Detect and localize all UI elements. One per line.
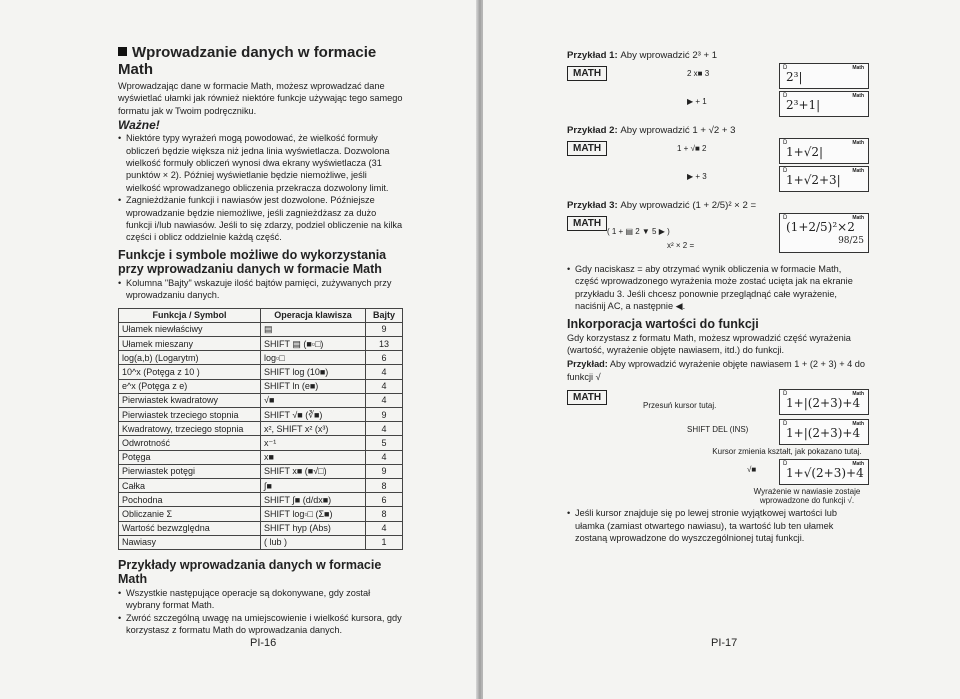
calculator-display [779, 91, 869, 117]
display-indicator: D [783, 421, 788, 428]
function-cell: Kwadratowy, trzeciego stopnia [119, 422, 261, 436]
table-row [119, 535, 403, 549]
key-operation-cell: SHIFT ln (e■) [261, 379, 366, 393]
square-bullet-icon [118, 47, 127, 56]
example-2-header [567, 125, 867, 136]
table-row [119, 408, 403, 422]
table-row [119, 507, 403, 521]
example-4-step-1 [567, 387, 867, 417]
display-expression: 1+√2+3| [786, 173, 841, 187]
calculator-display [779, 63, 869, 89]
bytes-cell: 4 [366, 450, 403, 464]
key-sequence: ( 1 + ▤ 2 ▼ 5 ▶ ) [607, 227, 670, 236]
bytes-cell: 4 [366, 521, 403, 535]
column-header: Bajty [366, 308, 403, 322]
example-label: Przykład 3: [567, 200, 618, 211]
section-paragraph: Gdy korzystasz z formatu Math, możesz wprowadzić część wyrażenia (wartość, wyrażenie objęte nawiasem, itd.) do funkcji. [567, 332, 851, 356]
key-operation-cell: x■ [261, 450, 366, 464]
examples-notes-list [118, 587, 403, 637]
calculator-display [779, 459, 869, 485]
bytes-cell: 8 [366, 478, 403, 492]
bytes-cell: 9 [366, 464, 403, 478]
function-cell: Pochodna [119, 493, 261, 507]
function-cell: Potęga [119, 450, 261, 464]
display-expression: 2³+1| [786, 98, 821, 112]
example-3-step-1 [567, 213, 867, 259]
table-row [119, 379, 403, 393]
key-operation-cell: SHIFT log▫□ (Σ■) [261, 507, 366, 521]
function-cell: Ułamek mieszany [119, 337, 261, 351]
table-row [119, 436, 403, 450]
display-indicator: Math [852, 461, 864, 468]
key-sequence: SHIFT DEL (INS) [687, 425, 749, 435]
note-list [567, 263, 867, 313]
function-cell: 10^x (Potęga z 10 ) [119, 365, 261, 379]
display-indicator: D [783, 93, 788, 99]
calculator-display [779, 389, 869, 415]
column-header: Funkcja / Symbol [119, 308, 261, 322]
display-indicator: Math [852, 391, 864, 398]
key-operation-cell: x⁻¹ [261, 436, 366, 450]
example-text: Aby wprowadzić 1 + √2 + 3 [620, 125, 736, 136]
bytes-cell: 9 [366, 322, 403, 336]
key-operation-cell: SHIFT x■ (■√□) [261, 464, 366, 478]
math-mode-label: MATH [567, 390, 607, 405]
bytes-cell: 13 [366, 337, 403, 351]
key-sequence: ▶ + 3 [687, 172, 707, 181]
bytes-cell: 5 [366, 436, 403, 450]
function-cell: log(a,b) (Logarytm) [119, 351, 261, 365]
functions-table [118, 308, 403, 550]
example-1-step-1 [567, 63, 867, 91]
page-number: PI-17 [711, 637, 738, 649]
example-2-step-1 [567, 138, 867, 166]
function-cell: Całka [119, 478, 261, 492]
example-2-step-2 [567, 166, 867, 194]
calculator-display [779, 213, 869, 253]
key-operation-cell: ∫■ [261, 478, 366, 492]
left-content [118, 44, 403, 637]
page-number: PI-16 [250, 637, 277, 649]
bytes-cell: 4 [366, 379, 403, 393]
display-expression: 1+|(2+3)+4 [786, 426, 861, 441]
math-mode-label: MATH [567, 216, 607, 231]
example-4-step-2 [567, 417, 867, 457]
bytes-cell: 1 [366, 535, 403, 549]
function-cell: Pierwiastek trzeciego stopnia [119, 408, 261, 422]
calculator-display [779, 138, 869, 164]
key-operation-cell: √■ [261, 393, 366, 407]
list-item: • Wszystkie następujące operacje są dokonywane, gdy został wybrany format Math. [118, 587, 403, 612]
left-page [0, 0, 479, 699]
display-indicator: Math [852, 215, 864, 221]
function-cell: Pierwiastek kwadratowy [119, 393, 261, 407]
calculator-display [779, 419, 869, 445]
bytes-cell: 4 [366, 365, 403, 379]
section-title-text: Wprowadzanie danych w formacie Math [118, 44, 377, 78]
intro-paragraph: Wprowadzając dane w formacie Math, możesz wprowadzać dane wyświetlać ułamki jak również niektóre funkcje używając tego samego formatu jak w Twoim podręczniku. [118, 81, 403, 116]
table-row [119, 493, 403, 507]
function-cell: Ułamek niewłaściwy [119, 322, 261, 336]
example-1-header [567, 50, 867, 61]
math-mode-label: MATH [567, 66, 607, 81]
key-operation-cell: x², SHIFT x² (x³) [261, 422, 366, 436]
math-mode-label: MATH [567, 141, 607, 156]
bytes-cell: 6 [366, 493, 403, 507]
example-3-header [567, 200, 867, 211]
step-caption: Wyrażenie w nawiasie zostaje wprowadzone do funkcji √. [753, 487, 861, 506]
key-operation-cell: SHIFT √■ (∛■) [261, 408, 366, 422]
table-row [119, 351, 403, 365]
function-cell: Pierwiastek potęgi [119, 464, 261, 478]
section-title [118, 44, 403, 78]
example-text: Aby wprowadzić 2³ + 1 [620, 50, 718, 61]
subsection-title: Inkorporacja wartości do funkcji [567, 316, 759, 331]
key-sequence: 1 + √■ 2 [677, 144, 707, 153]
display-indicator: D [783, 65, 788, 71]
table-row [119, 422, 403, 436]
important-label: Ważne! [118, 118, 160, 133]
key-operation-cell: log▫□ [261, 351, 366, 365]
display-expression: 1+√2| [786, 145, 824, 159]
bytes-cell: 4 [366, 422, 403, 436]
display-result: 98/25 [838, 236, 864, 246]
table-row [119, 393, 403, 407]
step-caption: Przesuń kursor tutaj. [643, 401, 717, 411]
function-cell: Wartość bezwzględna [119, 521, 261, 535]
example-4-step-3 [567, 457, 867, 507]
list-item: • Gdy naciskasz = aby otrzymać wynik obliczenia w formacie Math, część wprowadzonego wyrażenia może zostać ucięta jak na ekranie przykładu 3. Jeśli chcesz ponownie przeglądnąć całe wyrażenie, naciśnij AC, a następnie ◀. [567, 263, 867, 313]
important-list [118, 132, 403, 244]
display-indicator: Math [852, 421, 864, 428]
display-expression: 1+|(2+3)+4 [786, 396, 861, 411]
step-caption: Kursor zmienia kształt, jak pokazano tutaj. [712, 447, 862, 457]
table-row [119, 450, 403, 464]
key-sequence: √■ [747, 465, 757, 475]
table-row [119, 464, 403, 478]
example-1-step-2 [567, 91, 867, 119]
bytes-cell: 8 [366, 507, 403, 521]
list-item: • Zagnieżdżanie funkcji i nawiasów jest dozwolone. Późniejsze wprowadzanie będzie niemożliwe, jeśli zagnieżdżasz za dużo funkcji i/lub nawiasów. Jeśli to się zdarzy, podziel obliczenie na kilka części i oblicz oddzielnie każdą część. [118, 194, 403, 244]
display-expression: 2³| [786, 70, 803, 84]
list-item: • Jeśli kursor znajduje się po lewej stronie wyjątkowej wartości lub ułamka (zamiast otwartego nawiasu), ta wartość lub ten ułamek zostaną wprowadzone do wyszczególnionej tutaj funkcji. [567, 507, 867, 544]
display-expression: 1+√(2+3)+4 [786, 466, 864, 481]
key-operation-cell: SHIFT log (10■) [261, 365, 366, 379]
bytes-cell: 9 [366, 408, 403, 422]
table-row [119, 521, 403, 535]
table-row [119, 478, 403, 492]
function-cell: Obliczanie Σ [119, 507, 261, 521]
function-cell: Odwrotność [119, 436, 261, 450]
column-header: Operacja klawisza [261, 308, 366, 322]
display-indicator: D [783, 168, 788, 174]
note-list [567, 507, 867, 544]
key-sequence: ▶ + 1 [687, 97, 707, 106]
calculator-display [779, 166, 869, 192]
key-operation-cell: ( lub ) [261, 535, 366, 549]
right-content [567, 44, 867, 544]
display-indicator: D [783, 391, 788, 398]
display-indicator: D [783, 140, 788, 146]
example-4-header [567, 358, 867, 383]
display-indicator: D [783, 215, 788, 221]
subsection-title: Funkcje i symbole możliwe do wykorzystania przy wprowadzaniu danych w formacie Math [118, 247, 387, 276]
list-item: • Zwróć szczególną uwagę na umiejscowienie i wielkość kursora, gdy korzystasz z formatu Math do wprowadzania danych. [118, 612, 403, 637]
key-operation-cell: SHIFT ▤ (■▫□) [261, 337, 366, 351]
display-indicator: Math [852, 65, 864, 71]
example-text: Aby wprowadzić wyrażenie objęte nawiasem 1 + (2 + 3) + 4 do funkcji √ [567, 359, 865, 382]
example-label: Przykład 2: [567, 125, 618, 136]
example-text: Aby wprowadzić (1 + 2/5)² × 2 = [620, 200, 757, 211]
example-label: Przykład 1: [567, 50, 618, 61]
table-row [119, 322, 403, 336]
display-indicator: Math [852, 93, 864, 99]
example-label: Przykład: [567, 359, 608, 370]
list-item: • Niektóre typy wyrażeń mogą powodować, że wielkość formuły obliczeń będzie większa niż jedna linia wyświetlacza. Dozwolona wielkość formuły obliczeń wynosi dwa ekrany wyświetlacza (31 punktów × 2). Później wyświetlanie będzie niemożliwe, jeśli wielkość wprowadzanego obliczenia przekracza dozwolony limit. [118, 132, 403, 194]
function-cell: e^x (Potęga z e) [119, 379, 261, 393]
list-item: • Kolumna "Bajty" wskazuje ilość bajtów pamięci, zużywanych przy wprowadzaniu danych. [118, 277, 403, 302]
display-expression: (1+2/5)²×2 [786, 220, 855, 234]
bytes-cell: 6 [366, 351, 403, 365]
key-operation-cell: SHIFT hyp (Abs) [261, 521, 366, 535]
display-indicator: Math [852, 140, 864, 146]
display-indicator: D [783, 461, 788, 468]
key-sequence: x² × 2 = [667, 241, 695, 250]
table-row [119, 365, 403, 379]
key-sequence: 2 x■ 3 [687, 69, 710, 78]
subsection-title: Przykłady wprowadzania danych w formacie Math [118, 557, 382, 586]
right-page [482, 0, 960, 699]
key-operation-cell: SHIFT ∫■ (d/dx■) [261, 493, 366, 507]
function-cell: Nawiasy [119, 535, 261, 549]
table-row [119, 337, 403, 351]
key-operation-cell: ▤ [261, 322, 366, 336]
table-header-row [119, 308, 403, 322]
display-indicator: Math [852, 168, 864, 174]
bytes-note-list [118, 277, 403, 302]
bytes-cell: 4 [366, 393, 403, 407]
